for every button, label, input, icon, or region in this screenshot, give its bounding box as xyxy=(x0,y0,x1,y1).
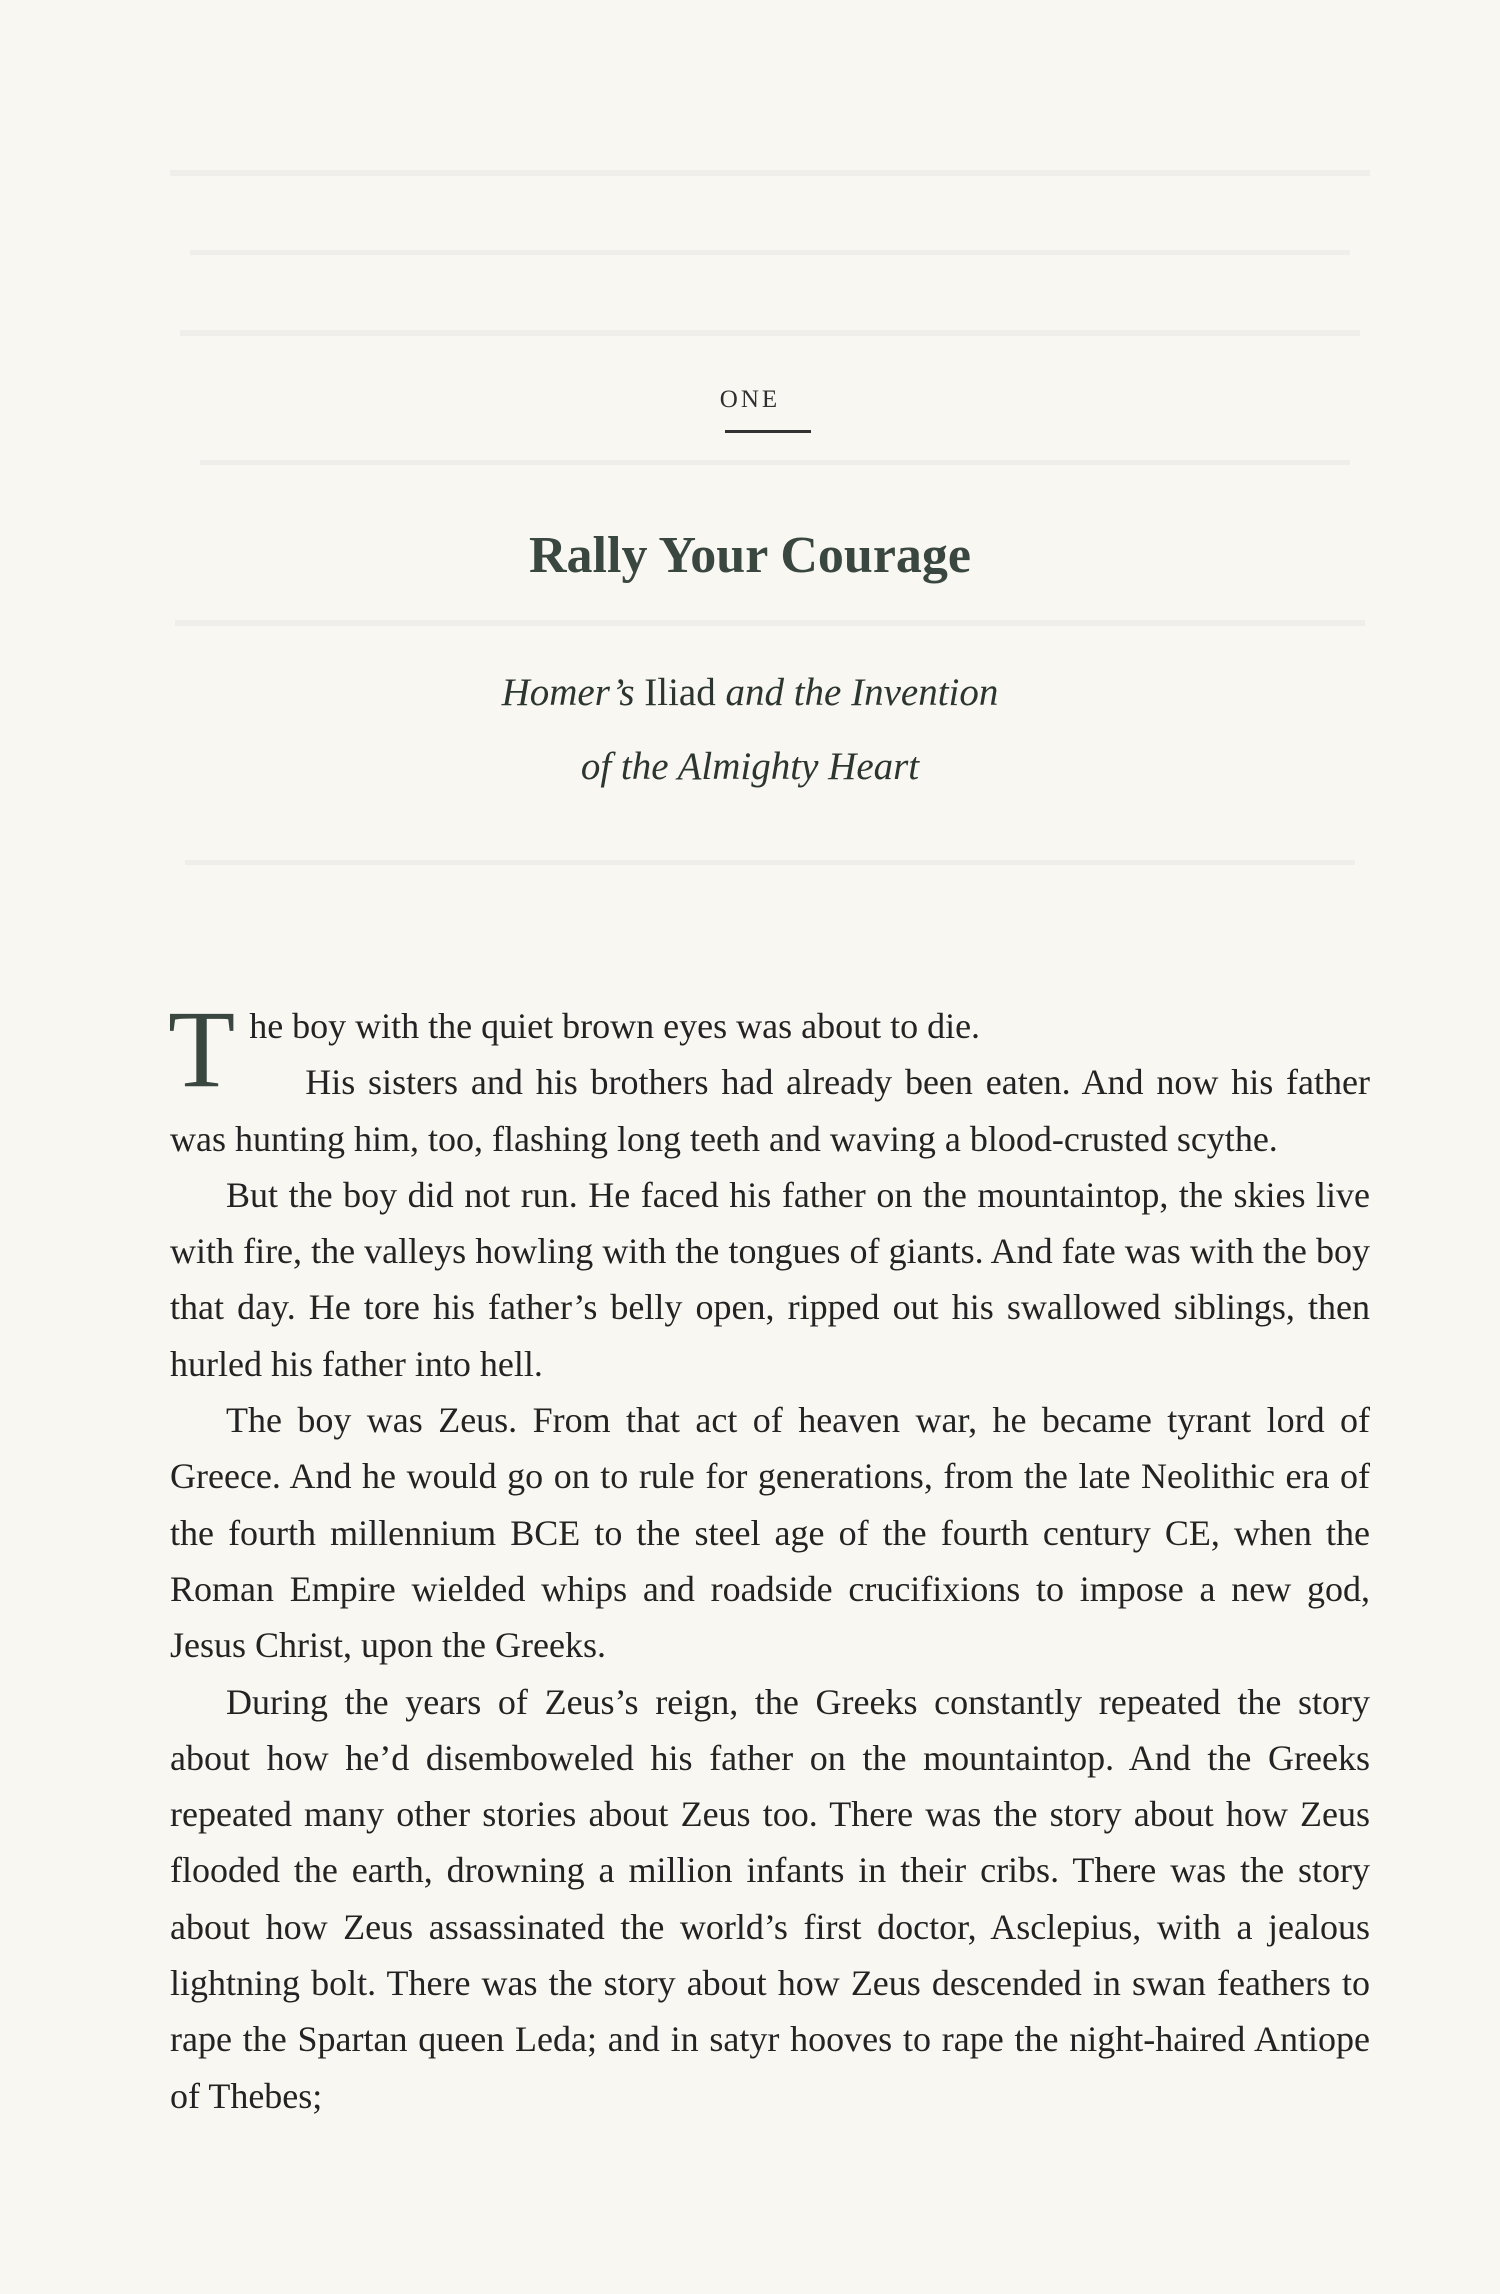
paragraph-4: The boy was Zeus. From that act of heaven war, he became tyrant lord of Greece. And he would go on to rule for generations, from the late Neolithic era of the fourth millennium BCE to the steel age of the fourth century CE, when the Roman Empire wielded whips and roadside crucifixions to impose a new god, Jesus Christ, upon the Greeks. xyxy=(170,1400,1370,1666)
subtitle-prefix: Homer’s xyxy=(501,671,645,714)
paragraph-3: But the boy did not run. He faced his father on the mountaintop, the skies live with fire, the valleys howling with the tongues of giants. And fate was with the boy that day. He tore his father’s belly open, ripped out his swallowed siblings, then hurled his father into hell. xyxy=(170,1174,1370,1384)
show-through-shadow xyxy=(175,620,1365,626)
subtitle-suffix: and the Invention xyxy=(715,671,999,714)
paragraph-2: His sisters and his brothers had already been eaten. And now his father was hunting him, too, flashing long teeth and waving a blood-crusted scythe. xyxy=(170,1062,1370,1159)
drop-cap: T xyxy=(168,988,236,1110)
show-through-shadow xyxy=(200,460,1350,465)
chapter-label: ONE xyxy=(719,386,781,413)
chapter-subtitle-line-2: of the Almighty Heart xyxy=(580,745,920,788)
show-through-shadow xyxy=(170,170,1370,176)
paragraph-1 xyxy=(168,988,1370,1110)
subtitle-work-title: Iliad xyxy=(644,671,716,714)
show-through-shadow xyxy=(185,860,1355,865)
body-text xyxy=(168,988,1370,2124)
paragraph-5: During the years of Zeus’s reign, the Greeks constantly repeated the story about how he’d disemboweled his father on the mountaintop. And the Greeks repeated many other stories about Zeus too. There was the story about how Zeus flooded the earth, drowning a million infants in their cribs. There was the story about how Zeus assassinated the world’s first doctor, Asclepius, with a jealous lightning bolt. There was the story about how Zeus descended in swan feathers to rape the Spartan queen Leda; and in satyr hooves to rape the night-haired Antiope of Thebes; xyxy=(170,1681,1370,2116)
show-through-shadow xyxy=(180,330,1360,336)
chapter-subtitle-line-1 xyxy=(0,670,1500,715)
show-through-shadow xyxy=(190,250,1350,255)
paragraph-1-text: he boy with the quiet brown eyes was about to die. xyxy=(249,1006,981,1046)
chapter-title: Rally Your Courage xyxy=(529,527,971,584)
chapter-rule xyxy=(725,430,811,433)
